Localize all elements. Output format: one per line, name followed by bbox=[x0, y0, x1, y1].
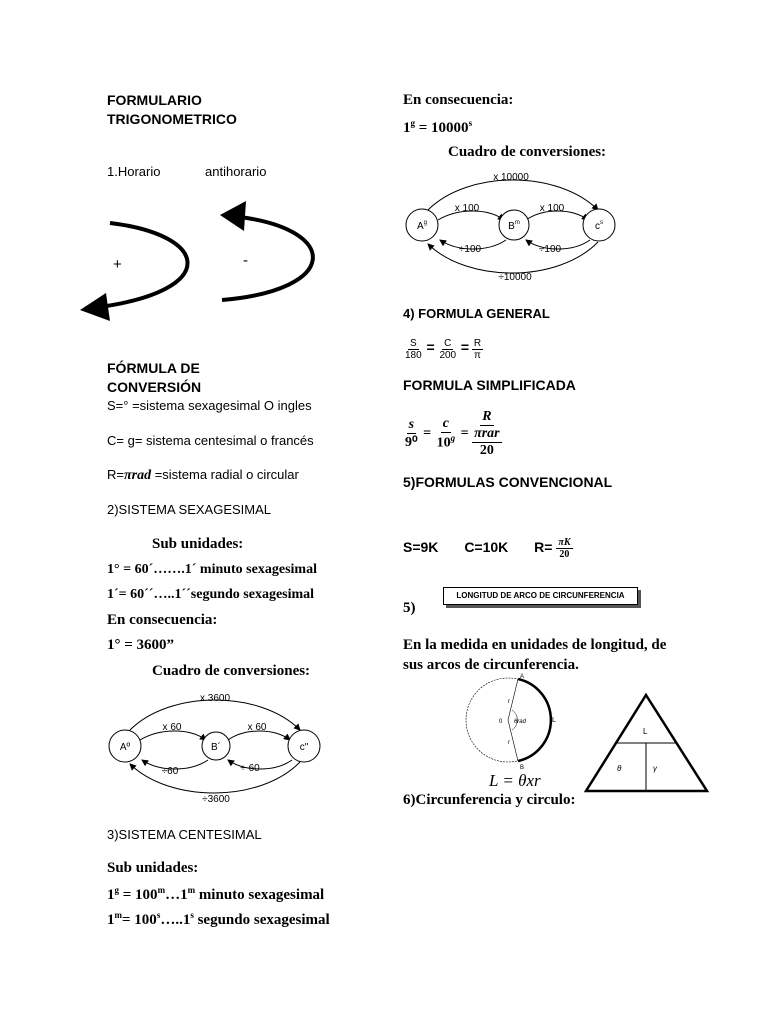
gen-c-den: 200 bbox=[439, 350, 457, 361]
formula-title-line-2: CONVERSIÓN bbox=[107, 379, 202, 395]
title-line-2: TRIGONOMETRICO bbox=[107, 111, 237, 127]
gen-s-den: 180 bbox=[405, 350, 422, 361]
top-label: x 3600 bbox=[199, 693, 231, 704]
gen-r-den: π bbox=[474, 350, 481, 361]
gen-c: C bbox=[444, 338, 452, 349]
radius-label-2: r bbox=[508, 740, 510, 746]
sexagesimal-line-2: 1´= 60´´…..1´´segundo sexagesimal bbox=[107, 587, 315, 602]
simp-r-den1: πrar bbox=[474, 426, 500, 441]
conv-r-num: πK bbox=[558, 537, 571, 548]
counterclockwise-arrowhead bbox=[220, 201, 246, 231]
cr-a: 1 bbox=[403, 120, 411, 136]
top-arrow-right bbox=[428, 180, 598, 210]
plus-sign: + bbox=[113, 256, 122, 273]
centesimal-conversion-diagram bbox=[398, 168, 628, 288]
title-line-1: FORMULARIO bbox=[107, 92, 202, 108]
section-3-title: 3)SISTEMA CENTESIMAL bbox=[107, 827, 262, 842]
conv-s: S=9K bbox=[403, 539, 439, 556]
right-divide-label: ÷ 60 bbox=[240, 763, 260, 774]
sexagesimal-conversion-diagram bbox=[100, 688, 330, 808]
cl2-sup2: s bbox=[156, 910, 161, 920]
cl1-a: 1 bbox=[107, 887, 115, 903]
cl1-c: …1 bbox=[165, 887, 188, 903]
horario-label: 1.Horario bbox=[107, 164, 161, 179]
arc-description bbox=[403, 635, 666, 675]
general-c-fraction bbox=[437, 338, 458, 361]
centesimal-result bbox=[403, 118, 472, 137]
clockwise-arrowhead bbox=[80, 293, 110, 321]
simp-eq-2: = bbox=[460, 426, 469, 442]
cl2-d: segundo sexagesimal bbox=[193, 912, 330, 928]
general-r-fraction bbox=[472, 338, 483, 361]
rotation-arrows bbox=[70, 195, 340, 330]
node-b-label: B´ bbox=[211, 742, 221, 753]
conventional-formulas bbox=[403, 537, 573, 560]
sub-units-heading: Sub unidades: bbox=[152, 536, 244, 552]
gen-eq-1: = bbox=[426, 339, 435, 356]
formula-title-line-1: FÓRMULA DE bbox=[107, 360, 200, 376]
node-a-label: Aº bbox=[119, 742, 131, 753]
simp-c: c bbox=[442, 416, 449, 432]
node-a-right-label: $A^g$ bbox=[416, 220, 428, 232]
arc-text-line-1: En la medida en unidades de longitud, de bbox=[403, 637, 667, 653]
r-prefix: R= bbox=[107, 467, 124, 482]
node-c-label: c" bbox=[299, 742, 309, 753]
conversion-table-heading-left: Cuadro de conversiones: bbox=[152, 663, 311, 679]
c-definition: C= g= sistema centesimal o francés bbox=[107, 433, 314, 448]
sexagesimal-line-1: 1° = 60´…….1´ minuto sexagesimal bbox=[107, 562, 317, 577]
r-symbol: πrad bbox=[123, 468, 152, 483]
r-def-text: =sistema radial o circular bbox=[151, 467, 299, 482]
triangle-mnemonic bbox=[583, 692, 713, 797]
cl1-sup2: m bbox=[157, 885, 166, 895]
clockwise-arrow bbox=[80, 223, 188, 321]
simp-s: s bbox=[408, 417, 415, 432]
s-definition: S=° =sistema sexagesimal O ingles bbox=[107, 398, 312, 413]
cl1-b: = 100 bbox=[119, 887, 158, 903]
conv-r-fraction bbox=[556, 537, 572, 560]
section-6-title: 6)Circunferencia y circulo: bbox=[403, 792, 576, 808]
centesimal-line-1 bbox=[107, 885, 324, 904]
cl2-c: …..1 bbox=[160, 912, 191, 928]
simp-r-den2: 20 bbox=[479, 443, 494, 458]
general-s-fraction bbox=[403, 338, 424, 361]
cl2-sup1: m bbox=[114, 910, 122, 920]
cr-sup2: s bbox=[468, 118, 473, 128]
triangle-theta: θ bbox=[617, 764, 622, 773]
left-multiply-label-right: x 100 bbox=[454, 203, 480, 214]
node-b-right-label: $B^m$ bbox=[508, 220, 520, 232]
right-divide-arrow bbox=[228, 760, 292, 769]
en-consecuencia-right: En consecuencia: bbox=[403, 92, 514, 108]
antihorario-label: antihorario bbox=[205, 164, 267, 179]
sub-units-heading-2: Sub unidades: bbox=[107, 860, 199, 876]
top-label-right: x 10000 bbox=[493, 172, 529, 183]
simp-s-fraction bbox=[403, 417, 420, 451]
center-o: 0 bbox=[499, 719, 503, 725]
triangle-l: L bbox=[643, 727, 648, 736]
cl2-sup3: s bbox=[190, 910, 194, 920]
minus-sign: - bbox=[243, 252, 248, 269]
left-divide-label-right: ÷100 bbox=[458, 244, 482, 255]
arc-circle-figure bbox=[456, 672, 566, 772]
cl1-sup1: g bbox=[114, 885, 119, 895]
general-formula bbox=[403, 338, 483, 361]
theta-label: θrad bbox=[514, 719, 526, 725]
left-divide-label: ÷60 bbox=[161, 766, 179, 777]
radius-label-1: r bbox=[508, 699, 510, 705]
left-multiply-label: x 60 bbox=[162, 722, 182, 733]
conv-r-prefix: R= bbox=[534, 539, 553, 556]
simp-c-den: 10 bbox=[436, 435, 451, 451]
section-4-title: 4) FORMULA GENERAL bbox=[403, 306, 550, 321]
cl2-b: = 100 bbox=[122, 912, 157, 928]
arc-l-label: L bbox=[552, 717, 556, 724]
conv-c: C=10K bbox=[464, 539, 509, 556]
simp-c-fraction bbox=[435, 416, 458, 452]
simp-eq-1: = bbox=[423, 426, 432, 442]
document-title bbox=[107, 91, 237, 129]
cl2-a: 1 bbox=[107, 912, 115, 928]
cr-sup1: g bbox=[410, 118, 415, 128]
bottom-label: ÷3600 bbox=[202, 794, 230, 805]
arc-length-formula: L = θxr bbox=[489, 771, 541, 790]
r-definition bbox=[107, 467, 299, 484]
arc-text-line-2: sus arcos de circunferencia. bbox=[403, 657, 579, 673]
gen-s: S bbox=[410, 338, 417, 349]
conversion-table-heading-right: Cuadro de conversiones: bbox=[448, 144, 607, 160]
centesimal-line-2 bbox=[107, 910, 330, 929]
cl1-sup3: m bbox=[187, 885, 196, 895]
section-2-title: 2)SISTEMA SEXAGESIMAL bbox=[107, 502, 271, 517]
top-arrow bbox=[130, 700, 300, 730]
simplified-formula bbox=[403, 409, 502, 459]
sexagesimal-result: 1° = 3600” bbox=[107, 637, 175, 653]
simplified-formula-title: FORMULA SIMPLIFICADA bbox=[403, 377, 576, 393]
section-5-title: 5)FORMULAS CONVENCIONAL bbox=[403, 474, 613, 490]
point-a: A bbox=[520, 674, 525, 680]
item-5-number: 5) bbox=[403, 600, 416, 616]
gen-r: R bbox=[473, 338, 482, 349]
cl1-d: minuto sexagesimal bbox=[195, 887, 325, 903]
simp-r-fraction bbox=[472, 409, 502, 459]
node-c-right-label: $c^s$ bbox=[595, 220, 603, 232]
gen-eq-2: = bbox=[460, 339, 470, 356]
arc-length-box: LONGITUD DE ARCO DE CIRCUNFERENCIA bbox=[443, 587, 638, 605]
right-multiply-label-right: x 100 bbox=[539, 203, 565, 214]
simp-r: R bbox=[482, 409, 492, 424]
right-multiply-label: x 60 bbox=[247, 722, 267, 733]
cr-b: = 10000 bbox=[415, 120, 469, 136]
formula-conversion-title bbox=[107, 359, 201, 397]
simp-c-den-sup: g bbox=[450, 433, 456, 444]
simp-s-den: 9⁰ bbox=[405, 435, 418, 450]
en-consecuencia-left: En consecuencia: bbox=[107, 612, 218, 628]
counterclockwise-arrow bbox=[220, 201, 313, 300]
conv-r-den: 20 bbox=[559, 549, 570, 560]
point-b: B bbox=[520, 765, 525, 771]
bottom-label-right: ÷10000 bbox=[498, 272, 532, 283]
right-divide-label-right: ÷100 bbox=[538, 244, 562, 255]
triangle-gamma: γ bbox=[653, 764, 657, 773]
